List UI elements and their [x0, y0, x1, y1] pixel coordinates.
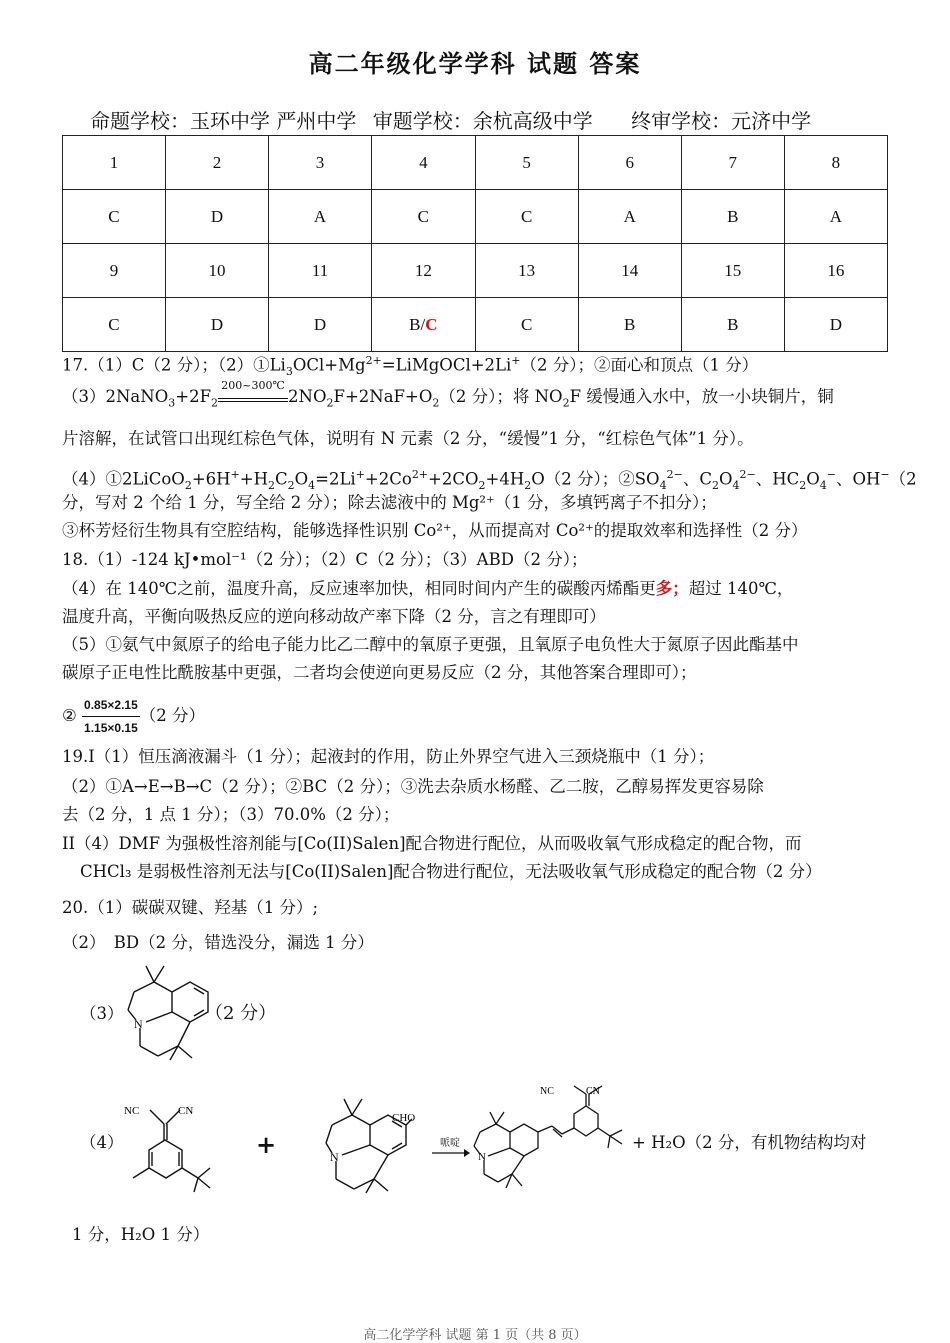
table-cell: C — [63, 190, 166, 244]
table-cell: D — [784, 298, 887, 352]
q19-line5: CHCl₃ 是弱极性溶剂无法与[Co(II)Salen]配合物进行配位，无法吸收氧气形成稳定的配合物（2 分） — [80, 862, 822, 881]
reviewer-school: 审题学校：余杭高级中学 — [372, 109, 593, 133]
julolidine-structure-diagram — [110, 960, 210, 1064]
nitrogen-atom-label: N — [330, 1150, 339, 1164]
table-cell: 3 — [269, 136, 372, 190]
table-cell: 5 — [475, 136, 578, 190]
table-cell: D — [269, 298, 372, 352]
table-cell: D — [165, 190, 268, 244]
school-info — [90, 105, 821, 134]
q17-line1: 17.（1）C（2 分）；$(2)①Li_3OCl+Mg^{2+}=LiMgOCl+2Li^+(2$ 分）；②面心和顶点（1 分） — [62, 354, 759, 378]
q19-line3: 去（2 分，1 点 1 分）；（3）70.0%（2 分）； — [62, 805, 400, 824]
table-cell: 6 — [578, 136, 681, 190]
reaction-equals-sign: 200~300℃ — [218, 389, 288, 402]
table-cell: B — [578, 298, 681, 352]
q18-line3: 温度升高，平衡向吸热反应的逆向移动故产率下降（2 分，言之有理即可） — [62, 607, 606, 626]
q18-line4: （5）①氨气中氮原子的给电子能力比乙二醇中的氧原子更强，且氧原子电负性大于氮原子因此酯基中 — [62, 635, 799, 654]
table-cell: 8 — [784, 136, 887, 190]
equilibrium-fraction: $\frac{0.85\times 2.15}{1.15\times 0.15}$ — [82, 694, 140, 739]
q20-4-label: （4） — [80, 1133, 124, 1152]
q17-line4: $(4)①2LiCoO_2+6H^++H_2C_2O_4=2Li^++2Co^{2+}+2CO_2+4H_2O(2$ 分）；$②SO_4^{2-}$、$C_2O_4^{2-}$、$HC_2O_4^-$、OH−（2 — [62, 468, 917, 492]
table-cell: C — [475, 190, 578, 244]
answer-table — [62, 135, 888, 352]
catalyst-label: 哌啶 — [440, 1138, 460, 1149]
julolidine-aldehyde-structure-diagram — [308, 1095, 426, 1195]
table-row — [63, 298, 888, 352]
answer-12-red: C — [425, 314, 438, 334]
table-cell: 11 — [269, 244, 372, 298]
table-cell: C — [475, 298, 578, 352]
nc-label: NC — [124, 1105, 140, 1117]
table-cell: A — [269, 190, 372, 244]
q18-line2: （4）在 140℃之前，温度升高，反应速率加快，相同时间内产生的碳酸丙烯酯更多；超过 140℃， — [62, 579, 794, 598]
q18-line6: ② $\frac{0.85\times 2.15}{1.15\times 0.15}$ （2 分） — [62, 694, 205, 739]
answer-12-black: B/ — [409, 314, 426, 334]
table-row — [63, 190, 888, 244]
q17-line6: ③杯芳烃衍生物具有空腔结构，能够选择性识别 Co²⁺，从而提高对 Co²⁺的提取效率和选择性（2 分） — [62, 521, 808, 540]
q17-line3: 片溶解，在试管口出现红棕色气体，说明有 N 元素（2 分，“缓慢”1 分，“红棕色气体”1 分）。 — [62, 429, 754, 448]
cho-label: CHO — [392, 1112, 416, 1124]
setter-schools: 命题学校：玉环中学 严州中学 — [90, 109, 357, 133]
q19-line1: 19.I（1）恒压滴液漏斗（1 分）；起液封的作用，防止外界空气进入三颈烧瓶中（1 分）； — [62, 747, 715, 766]
table-cell: 9 — [63, 244, 166, 298]
page-title: 高二年级化学学科 试题 答案 — [308, 49, 642, 78]
table-cell: A — [578, 190, 681, 244]
table-cell: B — [681, 190, 784, 244]
table-cell: 12 — [372, 244, 475, 298]
q19-line4: II（4）DMF 为强极性溶剂能与[Co(II)Salen]配合物进行配位，从而吸收氧气形成稳定的配合物，而 — [62, 834, 802, 853]
nitrogen-atom-label: N — [478, 1151, 486, 1163]
table-cell: 2 — [165, 136, 268, 190]
q19-line2: （2）①A→E→B→C（2 分）；②BC（2 分）；③洗去杂质水杨醛、乙二胺，乙醇易挥发更容易除 — [62, 777, 764, 796]
table-cell: 16 — [784, 244, 887, 298]
table-row — [63, 244, 888, 298]
table-cell: 4 — [372, 136, 475, 190]
nc-label: NC — [540, 1086, 554, 1097]
cn-label: CN — [586, 1086, 600, 1097]
table-cell: 15 — [681, 244, 784, 298]
table-cell: 7 — [681, 136, 784, 190]
q17-line2: $(3)2NaNO_3+2F_2$ 200~300℃ $2NO_2F+2NaF+O_2(2$ 分）；将 $NO_2F$ 缓慢通入水中，放一小块铜片，铜 — [62, 379, 834, 410]
table-cell: 10 — [165, 244, 268, 298]
table-cell — [372, 298, 475, 352]
table-cell: C — [63, 298, 166, 352]
cn-label: CN — [178, 1105, 194, 1117]
table-cell: C — [372, 190, 475, 244]
q20-3-label: （3） — [80, 1004, 124, 1023]
q20-4-tail: + H₂O（2 分，有机物结构均对 — [632, 1133, 867, 1152]
q20-line2: （2） BD（2 分，错选没分，漏选 1 分） — [62, 933, 374, 952]
q18-line1: 18.（1）-124 kJ•mol⁻¹（2 分）；（2）C（2 分）；（3）ABD（2 分）； — [62, 550, 588, 569]
pyran-malononitrile-structure-diagram — [118, 1098, 218, 1193]
table-cell: 14 — [578, 244, 681, 298]
page-footer: 高二化学学科 试题 第 1 页（共 8 页） — [363, 1328, 587, 1343]
table-cell: A — [784, 190, 887, 244]
q17-line5: 分，写对 2 个给 1 分，写全给 2 分）；除去滤液中的 Mg²⁺（1 分，多填钙离子不扣分）； — [62, 493, 717, 512]
plus-sign: + — [256, 1130, 277, 1159]
product-dye-structure-diagram — [462, 1080, 630, 1198]
table-cell: 13 — [475, 244, 578, 298]
q20-3-score: （2 分） — [205, 1003, 277, 1024]
q20-line1: 20.（1）碳碳双键、羟基（1 分）; — [62, 898, 319, 917]
nitrogen-atom-label: N — [134, 1017, 143, 1031]
table-row — [63, 136, 888, 190]
table-cell: D — [165, 298, 268, 352]
table-cell: 1 — [63, 136, 166, 190]
q20-4-tail-continued: 1 分，H₂O 1 分） — [72, 1225, 210, 1244]
final-review-school: 终审学校：元济中学 — [631, 109, 812, 133]
q18-line5: 碳原子正电性比酰胺基中更强，二者均会使逆向更易反应（2 分，其他答案合理即可）； — [62, 663, 697, 682]
table-cell: B — [681, 298, 784, 352]
